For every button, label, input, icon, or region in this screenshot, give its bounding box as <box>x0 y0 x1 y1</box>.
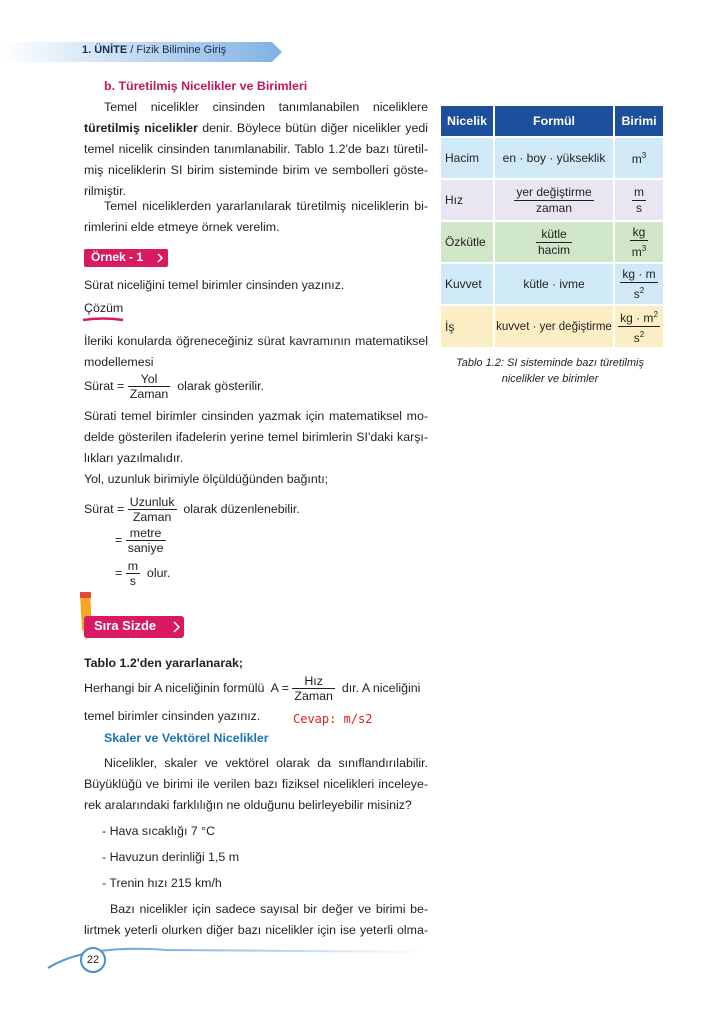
column-header: Nicelik <box>441 106 493 136</box>
si-units-table <box>439 104 665 349</box>
sira-sizde-label: Sıra Sizde <box>94 618 157 633</box>
formula-speed: Sürat = $\frac{\text{Yol}}{\text{Zaman}}$ olarak gösterilir. <box>84 372 264 401</box>
task-question-line2: temel birimler cinsinden yazınız. <box>84 709 261 723</box>
text-line: modellemesi <box>84 355 154 369</box>
list-item: - Havuzun derinliği 1,5 m <box>102 850 240 864</box>
skaler-paragraph-2 <box>84 899 428 941</box>
fraction: $\frac{\text{Hız}}{\text{Zaman}}$ <box>294 674 333 703</box>
solution-underline <box>82 316 124 324</box>
text-line: Temel niceliklerden yararlanılarak türetilmiş niceliklerin bi- <box>104 199 428 213</box>
text-line: Bazı nicelikler için sadece sayısal bir değer ve birimi be- <box>110 902 428 916</box>
quantity-name: Özkütle <box>441 222 493 262</box>
unit-subtitle: Fizik Bilimine Giriş <box>136 44 227 56</box>
table-row <box>441 180 663 220</box>
fraction: $\frac{\text{metre}}{\text{saniye}}$ <box>127 526 164 555</box>
table-row <box>441 264 663 304</box>
paragraph-example-intro <box>84 196 428 238</box>
example-label: Örnek - 1 <box>91 250 144 264</box>
text-line: İleriki konularda öğreneceğiniz sürat kavramının matematiksel <box>84 334 428 348</box>
text-line: Temel nicelikler cinsinden tanımlanabilen niceliklere <box>104 100 428 114</box>
formula-cell: $\frac{\text{kütle}}{\text{hacim}}$ <box>495 222 613 262</box>
paragraph-intro <box>84 97 428 202</box>
header-title <box>82 44 226 56</box>
formula-cell: $\frac{\text{yer değiştirme}}{\text{zaman}}$ <box>495 180 613 220</box>
quantity-name: İş <box>441 306 493 347</box>
page-number: 22 <box>80 947 106 973</box>
fraction: $\frac{\text{Uzunluk}}{\text{Zaman}}$ <box>129 495 175 524</box>
column-header: Birimi <box>615 106 663 136</box>
table-row <box>441 138 663 178</box>
text-line: lıkları yazılmalıdır. <box>84 451 184 465</box>
bold-term: türetilmiş nicelikler <box>84 121 198 135</box>
text-line: rilmiştir. <box>84 184 126 198</box>
unit-cell: $\frac{m}{s}$ <box>615 180 663 220</box>
unit-cell: $\frac{kg \cdot m^2}{s^2}$ <box>615 306 663 347</box>
formula-metre-saniye: = $\frac{\text{metre}}{\text{saniye}}$ <box>115 526 164 555</box>
unit-cell: $m^3$ <box>615 138 663 178</box>
text-line: rek aralarındaki farklılığın ne olduğunu belirleyebilir misiniz? <box>84 798 412 812</box>
list-item: - Trenin hızı 215 km/h <box>102 876 222 890</box>
text-line: türetilmiş nicelikler denir. Böylece bütün diğer nicelikler yedi <box>84 121 428 135</box>
formula-cell: en · boy · yükseklik <box>495 138 613 178</box>
text-line: rimlerini elde etmeye örnek verelim. <box>84 220 280 234</box>
formula-cell: kuvvet · yer değiştirme <box>495 306 613 347</box>
text-line: Nicelikler, skaler ve vektörel olarak da sınıflandırılabilir. <box>104 756 428 770</box>
list-item: - Hava sıcaklığı 7 °C <box>102 824 216 838</box>
fraction: $\frac{m}{s}$ <box>127 559 139 588</box>
solution-label: Çözüm <box>84 301 124 315</box>
fraction: $\frac{\text{Yol}}{\text{Zaman}}$ <box>129 372 169 401</box>
formula-m-s: = $\frac{m}{s}$ olur. <box>115 559 171 588</box>
text-line: Yol, uzunluk birimiyle ölçüldüğünden bağıntı; <box>84 472 329 486</box>
table-caption: Tablo 1.2: SI sisteminde bazı türetilmiş nicelikler ve birimler <box>456 357 644 385</box>
quantity-name: Hacim <box>441 138 493 178</box>
task-heading: Tablo 1.2'den yararlanarak; <box>84 656 244 670</box>
header-separator: / <box>127 44 137 56</box>
skaler-paragraph <box>84 753 428 816</box>
solution-explanation <box>84 406 428 490</box>
unit-cell: $\frac{kg}{m^3}$ <box>615 222 663 262</box>
formula-speed-length: Sürat = $\frac{\text{Uzunluk}}{\text{Zaman}}$ olarak düzenlenebilir. <box>84 495 300 524</box>
skaler-title: Skaler ve Vektörel Nicelikler <box>104 731 269 745</box>
handwritten-answer: Cevap: m/s2 <box>293 712 373 726</box>
column-header: Formül <box>495 106 613 136</box>
text-line: lirtmek yeterli olurken diğer bazı nicelikler için ise yeterli olma- <box>84 923 428 937</box>
quantity-name: Kuvvet <box>441 264 493 304</box>
solution-intro <box>84 331 428 373</box>
example-question: Sürat niceliğini temel birimler cinsinden yazınız. <box>84 278 345 292</box>
task-question: Herhangi bir A niceliğinin formülü A = $\frac{\text{Hız}}{\text{Zaman}}$ dır. A niceliğini <box>84 674 421 703</box>
text-line: miş niceliklerin SI birim sisteminde birim ve sembolleri göste- <box>84 163 428 177</box>
text-line: Büyüklüğü ve birimi ile verilen bazı fiziksel nicelikleri inceleye- <box>84 777 428 791</box>
table-row <box>441 222 663 262</box>
section-title: b. Türetilmiş Nicelikler ve Birimleri <box>104 79 308 93</box>
unit-cell: $\frac{kg \cdot m}{s^2}$ <box>615 264 663 304</box>
table-row <box>441 306 663 347</box>
unit-label: 1. ÜNİTE <box>82 44 128 56</box>
text-line: delde gösterilen ifadelerin yerine temel birimlerin SI'daki karşı- <box>84 430 428 444</box>
text-line: Sürati temel birimler cinsinden yazmak için matematiksel mo- <box>84 409 428 423</box>
formula-cell: kütle · ivme <box>495 264 613 304</box>
text-line: temel nicelik cinsinden tanımlanabilir. Tablo 1.2'de bazı türetil- <box>84 142 428 156</box>
quantity-name: Hız <box>441 180 493 220</box>
